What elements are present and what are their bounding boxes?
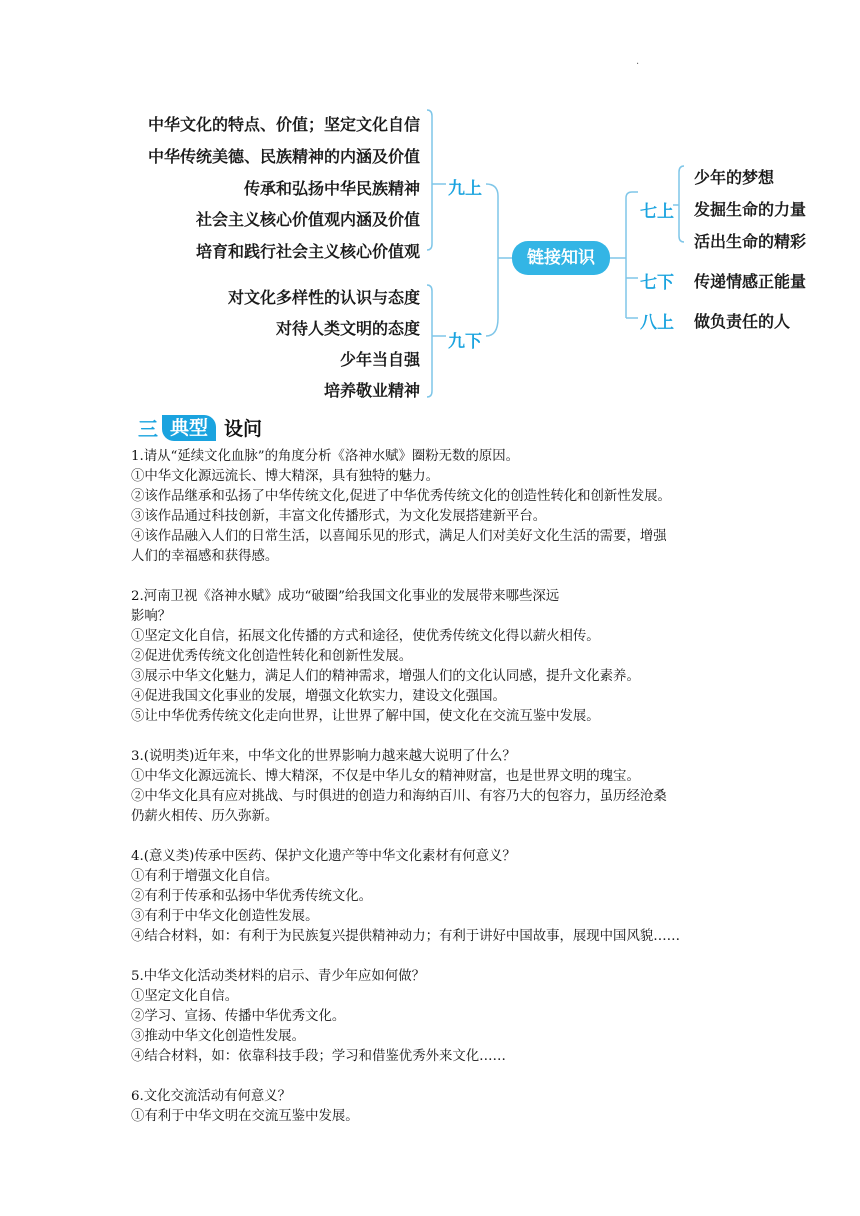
- question: 3.(说明类)近年来，中华文化的世界影响力越来越大说明了什么？: [131, 749, 516, 764]
- question: 1.请从“延续文化血脉”的角度分析《洛神水赋》圈粉无数的原因。: [131, 449, 520, 464]
- question-block: [131, 847, 781, 947]
- mindmap-left-item: 对文化多样性的认识与态度: [227, 288, 420, 307]
- answer-line: ③推动中华文化创造性发展。: [131, 1029, 306, 1044]
- question-block: [131, 587, 781, 727]
- answer-line: ④结合材料，如：依靠科技手段；学习和借鉴优秀外来文化……: [131, 1049, 506, 1064]
- answer-line: ④结合材料，如：有利于为民族复兴提供精神动力；有利于讲好中国故事，展现中国风貌……: [131, 929, 681, 944]
- answer-line: 人们的幸福感和获得感。: [131, 549, 279, 564]
- answer-line: ①坚定文化自信，拓展文化传播的方式和途径，使优秀传统文化得以薪火相传。: [131, 629, 600, 644]
- answer-line: ①中华文化源远流长、博大精深，具有独特的魅力。: [131, 469, 439, 484]
- page-dot: .: [636, 56, 640, 67]
- question-list: [131, 447, 781, 1127]
- question-block: [131, 1087, 781, 1127]
- grade-node: 七上: [640, 202, 674, 222]
- answer-line: ①有利于中华文明在交流互鉴中发展。: [131, 1109, 359, 1124]
- mindmap-right-item: 传递情感正能量: [694, 272, 807, 291]
- answer-line: ③有利于中华文化创造性发展。: [131, 909, 319, 924]
- section-number: 三: [138, 417, 158, 441]
- answer-line: ②有利于传承和弘扬中华优秀传统文化。: [131, 889, 373, 904]
- mindmap-left-item: 社会主义核心价值观内涵及价值: [195, 210, 420, 229]
- grade-node: 八上: [640, 313, 674, 333]
- answer-line: ③展示中华文化魅力，满足人们的精神需求，增强人们的文化认同感，提升文化素养。: [131, 669, 640, 684]
- mindmap-left-item: 传承和弘扬中华民族精神: [243, 179, 420, 198]
- question-block: [131, 967, 781, 1067]
- answer-line: ②中华文化具有应对挑战、与时俱进的创造力和海纳百川、有容乃大的包容力，虽历经沧桑: [131, 789, 667, 804]
- section-heading: [138, 413, 262, 442]
- answer-line: ④该作品融入人们的日常生活，以喜闻乐见的形式，满足人们对美好文化生活的需要，增强: [131, 529, 667, 544]
- question: 6.文化交流活动有何意义？: [131, 1089, 292, 1104]
- mindmap-right-item: 发掘生命的力量: [694, 200, 807, 219]
- mindmap-right-item: 做负责任的人: [694, 312, 791, 331]
- mindmap-left-item: 对待人类文明的态度: [275, 319, 420, 338]
- answer-line: ②该作品继承和弘扬了中华传统文化,促进了中华优秀传统文化的创造性转化和创新性发展。: [131, 489, 671, 504]
- answer-line: ②学习、宣扬、传播中华优秀文化。: [131, 1009, 346, 1024]
- answer-line: 仍薪火相传、历久弥新。: [131, 809, 279, 824]
- grade-node: 七下: [640, 273, 674, 293]
- mindmap-left-item: 中华文化的特点、价值；坚定文化自信: [147, 115, 420, 134]
- question-block: [131, 747, 781, 827]
- mindmap-left-item: 中华传统美德、民族精神的内涵及价值: [147, 147, 420, 166]
- section-badge: 典型: [162, 415, 216, 441]
- question: 2.河南卫视《洛神水赋》成功“破圈”给我国文化事业的发展带来哪些深远: [131, 589, 560, 604]
- mindmap-left-item: 少年当自强: [339, 350, 420, 369]
- grade-node: 九下: [448, 332, 482, 352]
- answer-line: ②促进优秀传统文化创造性转化和创新性发展。: [131, 649, 413, 664]
- mindmap-left-item: 培养敬业精神: [323, 381, 420, 400]
- question: 4.(意义类)传承中医药、保护文化遗产等中华文化素材有何意义？: [131, 849, 516, 864]
- section-title: 设问: [224, 418, 263, 440]
- center-node: 链接知识: [512, 241, 610, 275]
- mindmap-left-item: 培育和践行社会主义核心价值观: [195, 242, 420, 261]
- answer-line: ①坚定文化自信。: [131, 989, 239, 1004]
- answer-line: ①有利于增强文化自信。: [131, 869, 279, 884]
- question: 5.中华文化活动类材料的启示、青少年应如何做？: [131, 969, 425, 984]
- answer-line: ③该作品通过科技创新，丰富文化传播形式，为文化发展搭建新平台。: [131, 509, 547, 524]
- answer-line: ④促进我国文化事业的发展，增强文化软实力，建设文化强国。: [131, 689, 506, 704]
- answer-line: ⑤让中华优秀传统文化走向世界，让世界了解中国，使文化在交流互鉴中发展。: [131, 709, 600, 724]
- mindmap-right-item: 活出生命的精彩: [694, 232, 807, 251]
- mindmap-right-item: 少年的梦想: [694, 168, 775, 187]
- answer-line: 影响？: [131, 609, 172, 624]
- question-block: [131, 447, 781, 567]
- answer-line: ①中华文化源远流长、博大精深，不仅是中华儿女的精神财富，也是世界文明的瑰宝。: [131, 769, 640, 784]
- grade-node: 九上: [448, 179, 482, 199]
